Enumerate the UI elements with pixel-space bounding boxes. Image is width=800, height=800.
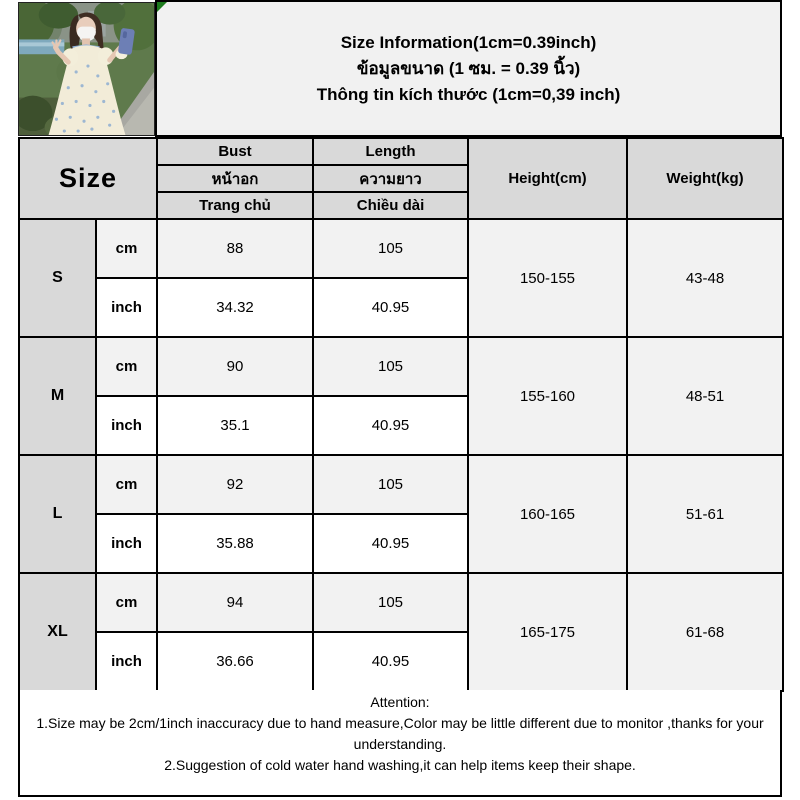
bust-inch-value: 34.32 — [157, 278, 313, 337]
size-information-title-block — [155, 0, 782, 137]
weight-value: 43-48 — [627, 219, 783, 337]
height-value: 150-155 — [468, 219, 627, 337]
unit-cm-label: cm — [96, 337, 157, 396]
length-header-th: ความยาว — [313, 165, 468, 192]
green-corner-marker-icon — [157, 2, 167, 12]
unit-cm-label: cm — [96, 573, 157, 632]
size-row-cm — [19, 455, 783, 514]
bust-cm-value: 94 — [157, 573, 313, 632]
length-cm-value: 105 — [313, 455, 468, 514]
bust-inch-value: 35.88 — [157, 514, 313, 573]
model-in-floral-dress-image — [19, 3, 154, 135]
title-english: Size Information(1cm=0.39inch) — [340, 32, 597, 52]
length-cm-value: 105 — [313, 219, 468, 278]
bust-header-vi: Trang chủ — [157, 192, 313, 219]
size-label: XL — [19, 573, 96, 691]
bust-header-en: Bust — [157, 138, 313, 165]
size-table-body — [19, 219, 783, 691]
bust-inch-value: 35.1 — [157, 396, 313, 455]
weight-value: 61-68 — [627, 573, 783, 691]
bust-cm-value: 88 — [157, 219, 313, 278]
size-row-cm — [19, 219, 783, 278]
title-thai: ข้อมูลขนาด (1 ซม. = 0.39 นิ้ว) — [356, 58, 581, 78]
length-cm-value: 105 — [313, 337, 468, 396]
bust-header-th: หน้าอก — [157, 165, 313, 192]
length-inch-value: 40.95 — [313, 278, 468, 337]
unit-inch-label: inch — [96, 278, 157, 337]
weight-value: 51-61 — [627, 455, 783, 573]
size-table-header — [19, 138, 783, 219]
attention-note-block — [18, 690, 782, 797]
size-chart-table — [18, 137, 784, 692]
bust-cm-value: 92 — [157, 455, 313, 514]
size-column-header: Size — [19, 138, 157, 219]
unit-inch-label: inch — [96, 396, 157, 455]
length-cm-value: 105 — [313, 573, 468, 632]
size-row-cm — [19, 337, 783, 396]
bust-cm-value: 90 — [157, 337, 313, 396]
bust-inch-value: 36.66 — [157, 632, 313, 691]
unit-inch-label: inch — [96, 514, 157, 573]
weight-header: Weight(kg) — [627, 138, 783, 219]
unit-cm-label: cm — [96, 455, 157, 514]
size-label: S — [19, 219, 96, 337]
attention-note-2: 2.Suggestion of cold water hand washing,it can help items keep their shape. — [164, 757, 636, 773]
unit-cm-label: cm — [96, 219, 157, 278]
size-label: M — [19, 337, 96, 455]
length-header-en: Length — [313, 138, 468, 165]
height-header: Height(cm) — [468, 138, 627, 219]
length-header-vi: Chiều dài — [313, 192, 468, 219]
size-label: L — [19, 455, 96, 573]
attention-heading: Attention: — [370, 694, 430, 710]
height-value: 165-175 — [468, 573, 627, 691]
title-vietnamese: Thông tin kích thước (1cm=0,39 inch) — [316, 84, 621, 104]
size-row-cm — [19, 573, 783, 632]
height-value: 155-160 — [468, 337, 627, 455]
length-inch-value: 40.95 — [313, 514, 468, 573]
length-inch-value: 40.95 — [313, 632, 468, 691]
unit-inch-label: inch — [96, 632, 157, 691]
attention-note-1: 1.Size may be 2cm/1inch inaccuracy due to hand measure,Color may be little different due to monitor ,thanks for your understanding. — [36, 715, 764, 752]
height-value: 160-165 — [468, 455, 627, 573]
weight-value: 48-51 — [627, 337, 783, 455]
product-photo — [18, 2, 155, 136]
length-inch-value: 40.95 — [313, 396, 468, 455]
